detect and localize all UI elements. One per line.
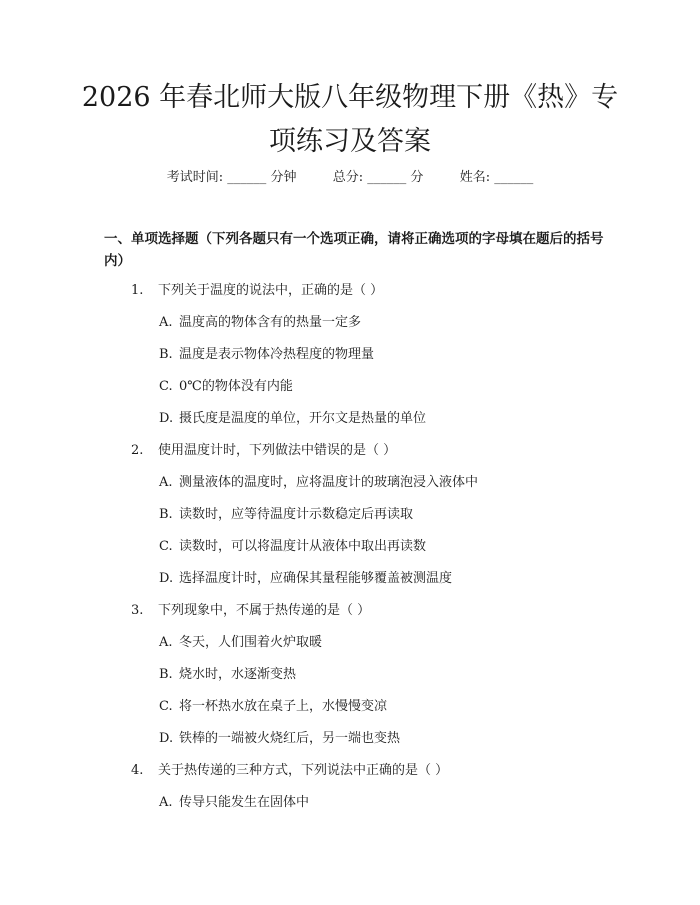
section-heading: 一、单项选择题（下列各题只有一个选项正确，请将正确选项的字母填在题后的括号内） bbox=[104, 231, 604, 269]
option-2d bbox=[159, 569, 452, 589]
option-text: 烧水时，水逐渐变热 bbox=[179, 667, 297, 682]
question-text: 下列现象中，不属于热传递的是（ ） bbox=[158, 603, 371, 618]
option-letter: A. bbox=[159, 795, 173, 810]
option-3c bbox=[159, 697, 387, 717]
option-letter: B. bbox=[159, 507, 173, 522]
question-number: 1. bbox=[131, 283, 144, 298]
option-letter: C. bbox=[159, 699, 173, 714]
option-text: 传导只能发生在固体中 bbox=[179, 795, 310, 810]
option-letter: D. bbox=[159, 731, 174, 746]
question-number: 3. bbox=[131, 603, 144, 618]
option-letter: B. bbox=[159, 667, 173, 682]
option-text: 温度是表示物体冷热程度的物理量 bbox=[179, 347, 375, 362]
option-text: 0℃的物体没有内能 bbox=[179, 379, 293, 394]
time-blank: ______ bbox=[227, 170, 267, 185]
question-text: 下列关于温度的说法中，正确的是（ ） bbox=[158, 283, 384, 298]
option-3a bbox=[159, 633, 322, 653]
option-text: 温度高的物体含有的热量一定多 bbox=[179, 315, 362, 330]
name-label: 姓名: bbox=[459, 170, 491, 185]
question-number: 4. bbox=[131, 763, 144, 778]
option-text: 铁棒的一端被火烧红后，另一端也变热 bbox=[179, 731, 401, 746]
time-label: 考试时间: bbox=[166, 170, 224, 185]
score-blank: ______ bbox=[367, 170, 407, 185]
option-text: 冬天，人们围着火炉取暖 bbox=[179, 635, 323, 650]
option-letter: B. bbox=[159, 347, 173, 362]
question-2 bbox=[131, 441, 396, 461]
option-1b bbox=[159, 345, 374, 365]
name-blank: ______ bbox=[494, 170, 534, 185]
option-1a bbox=[159, 313, 361, 333]
score-label: 总分: bbox=[332, 170, 364, 185]
option-letter: A. bbox=[159, 475, 173, 490]
option-3b bbox=[159, 665, 296, 685]
question-number: 2. bbox=[131, 443, 144, 458]
title-line-1: 2026 年春北师大版八年级物理下册《热》专 bbox=[81, 82, 619, 113]
option-letter: A. bbox=[159, 635, 173, 650]
question-1 bbox=[131, 281, 383, 301]
title-line-2: 项练习及答案 bbox=[269, 126, 431, 157]
option-3d bbox=[159, 729, 400, 749]
option-text: 选择温度计时，应确保其量程能够覆盖被测温度 bbox=[179, 571, 453, 586]
option-letter: C. bbox=[159, 379, 173, 394]
question-3 bbox=[131, 601, 370, 621]
question-text: 使用温度计时，下列做法中错误的是（ ） bbox=[158, 443, 397, 458]
question-4 bbox=[131, 761, 448, 781]
option-letter: D. bbox=[159, 411, 174, 426]
option-text: 摄氏度是温度的单位，开尔文是热量的单位 bbox=[179, 411, 427, 426]
option-text: 读数时，可以将温度计从液体中取出再读数 bbox=[179, 539, 427, 554]
option-4a bbox=[159, 793, 309, 813]
option-2a bbox=[159, 473, 478, 493]
time-unit: 分钟 bbox=[270, 170, 297, 185]
option-text: 测量液体的温度时，应将温度计的玻璃泡浸入液体中 bbox=[179, 475, 479, 490]
option-1d bbox=[159, 409, 426, 429]
option-letter: D. bbox=[159, 571, 174, 586]
option-2b bbox=[159, 505, 413, 525]
document-title bbox=[60, 76, 640, 164]
option-text: 读数时，应等待温度计示数稳定后再读取 bbox=[179, 507, 414, 522]
option-letter: C. bbox=[159, 539, 173, 554]
exam-info bbox=[0, 168, 700, 188]
option-2c bbox=[159, 537, 426, 557]
option-letter: A. bbox=[159, 315, 173, 330]
question-text: 关于热传递的三种方式，下列说法中正确的是（ ） bbox=[158, 763, 449, 778]
option-1c bbox=[159, 377, 293, 397]
score-unit: 分 bbox=[410, 170, 424, 185]
option-text: 将一杯热水放在桌子上，水慢慢变凉 bbox=[179, 699, 388, 714]
